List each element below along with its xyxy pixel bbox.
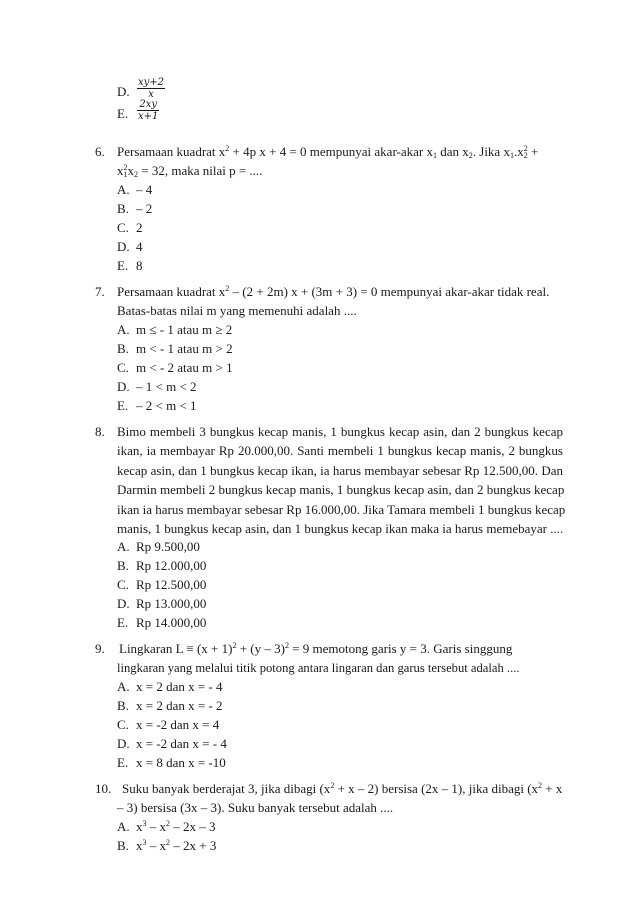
q5-option-e-letter: E.: [117, 106, 129, 121]
q10-option-a-letter: A.: [117, 819, 130, 834]
q8-option-c-letter: C.: [117, 577, 129, 592]
q6-question-line2: $x_1^2x_2 = 32$, maka nilai p = ....: [117, 163, 263, 179]
q8-option-d-letter: D.: [117, 596, 130, 611]
q6-question-line1: Persamaan kuadrat $x^2 + 4p$ x + 4 = 0 mempunyai akar-akar $x_1$ dan $x_2$. Jika $x_1.x_2^2$ +: [117, 144, 539, 160]
q6-option-e-letter: E.: [117, 258, 129, 273]
q6-option-b-letter: B.: [117, 201, 129, 216]
q8-line: Darmin membeli 2 bungkus kecap manis, 1 bungkus kecap asin, dan 2 bungkus kecap: [117, 482, 565, 498]
q5-option-d-denominator: x: [137, 88, 165, 100]
q7-question-line2: Batas-batas nilai m yang memenuhi adalah ....: [117, 303, 357, 318]
q9-question-line2: lingkaran yang melalui titik potong antara lingaran dan garus tersebut adalah ....: [117, 661, 520, 675]
q7-option-a-letter: A.: [117, 322, 130, 337]
q9-option-a-letter: A.: [117, 679, 130, 694]
q6-option-e-text: 8: [136, 258, 143, 273]
q10-option-a-text: $x^3 - x^2 - 2x - 3$: [136, 819, 216, 834]
q5-option-e-numerator: 2xy: [139, 99, 158, 110]
q10-question-line2: – 3) bersisa (3x – 3). Suku banyak tersebut adalah ....: [117, 800, 394, 815]
q7-option-d-text: – 1 < m < 2: [136, 379, 197, 394]
q10-number: 10.: [95, 781, 112, 796]
q9-option-b-letter: B.: [117, 698, 129, 713]
q5-option-d-numerator: xy+2: [138, 77, 165, 88]
q9-option-a-text: x = 2 dan x = - 4: [136, 679, 223, 694]
q8-option-b-letter: B.: [117, 558, 129, 573]
q6-option-d-text: 4: [136, 239, 143, 254]
q10-option-b-text: $x^3 - x^2 - 2x + 3$: [136, 838, 217, 853]
q8-line: kecap asin, dan 1 bungkus kecap ikan, ia harus membayar sebesar Rp 12.500,00. Dan: [117, 462, 563, 478]
q8-line: manis, 1 bungkus kecap asin, dan 1 bungkus kecap ikan maka ia harus memebayar ....: [117, 520, 564, 536]
q6-option-d-letter: D.: [117, 239, 130, 254]
q8-line: ikan ia harus membayar sebesar Rp 16.000,00. Jika Tamara membeli 1 bungkus kecap: [117, 501, 566, 517]
q7-option-b-text: m < - 1 atau m > 2: [136, 341, 233, 356]
q5-option-e-fraction: [137, 99, 159, 122]
q8-question-paragraph: [117, 422, 566, 538]
q7-option-d-letter: D.: [117, 379, 130, 394]
q7-option-e-text: – 2 < m < 1: [136, 398, 197, 413]
q6-option-c-letter: C.: [117, 220, 129, 235]
q9-option-c-text: x = -2 dan x = 4: [136, 717, 220, 732]
q5-option-d-fraction: [137, 77, 165, 100]
q9-option-d-text: x = -2 dan x = - 4: [136, 736, 227, 751]
q7-number: 7.: [95, 284, 105, 299]
q7-option-c-text: m < - 2 atau m > 1: [136, 360, 233, 375]
q5-option-e-denominator: x+1: [138, 111, 159, 122]
q8-option-d-text: Rp 13.000,00: [136, 596, 207, 611]
q7-option-a-text: m ≤ - 1 atau m ≥ 2: [136, 322, 233, 337]
q9-option-e-text: x = 8 dan x = -10: [136, 755, 226, 770]
q9-number: 9.: [95, 641, 105, 656]
q8-option-a-text: Rp 9.500,00: [136, 539, 200, 554]
q7-option-c-letter: C.: [117, 360, 129, 375]
q9-question-line1: Lingkaran $L \equiv (x + 1)^2 + (y - 3)^2 = 9$ memotong garis y = 3. Garis singgung: [119, 641, 513, 656]
q6-option-b-text: – 2: [136, 201, 153, 216]
q9-option-b-text: x = 2 dan x = - 2: [136, 698, 223, 713]
q8-option-c-text: Rp 12.500,00: [136, 577, 207, 592]
q7-option-e-letter: E.: [117, 398, 129, 413]
q6-option-a-letter: A.: [117, 182, 130, 197]
q10-option-b-letter: B.: [117, 838, 129, 853]
q8-line: ikan, ia membayar Rp 20.000,00. Santi membeli 1 bungkus kecap manis, 2 bungkus: [117, 443, 563, 459]
q9-option-c-letter: C.: [117, 717, 129, 732]
q6-option-a-text: – 4: [136, 182, 153, 197]
q8-option-b-text: Rp 12.000,00: [136, 558, 207, 573]
q7-option-b-letter: B.: [117, 341, 129, 356]
q9-option-d-letter: D.: [117, 736, 130, 751]
q7-question-line1: Persamaan kuadrat $x^2 - (2 + 2m) x + (3m + 3) = 0$ mempunyai akar-akar tidak real.: [117, 284, 550, 299]
q8-line: Bimo membeli 3 bungkus kecap manis, 1 bungkus kecap asin, dan 2 bungkus kecap: [117, 424, 563, 439]
q5-option-d-letter: D.: [117, 84, 130, 99]
q8-option-e-text: Rp 14.000,00: [136, 615, 207, 630]
q10-question-line1: Suku banyak berderajat 3, jika dibagi $(x^2 + x - 2)$ bersisa (2x – 1), jika dibagi ($x^2 + x$: [122, 781, 563, 796]
q9-option-e-letter: E.: [117, 755, 129, 770]
q6-option-c-text: 2: [136, 220, 143, 235]
q8-option-a-letter: A.: [117, 539, 130, 554]
q8-option-e-letter: E.: [117, 615, 129, 630]
q6-number: 6.: [95, 144, 105, 159]
q8-number: 8.: [95, 424, 105, 439]
